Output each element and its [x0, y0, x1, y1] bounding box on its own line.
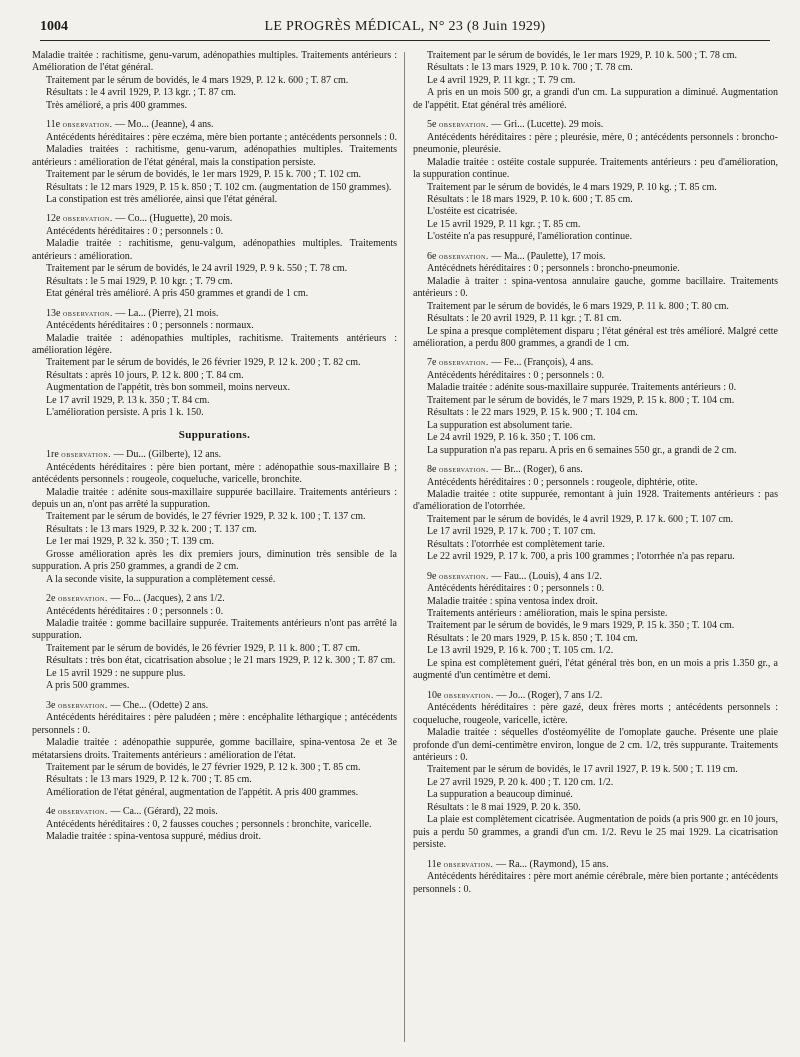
- paragraph: Résultats : le 22 mars 1929, P. 15 k. 900 ; T. 104 cm.: [427, 407, 638, 419]
- paragraph: Résultats : après 10 jours, P. 12 k. 800 ; T. 84 cm.: [46, 369, 244, 381]
- paragraph: Le 15 avril 1929 : ne suppure plus.: [46, 667, 186, 679]
- observation-heading: 11e observation. — Ra... (Raymond), 15 ans.: [427, 858, 609, 870]
- paragraph: Le 17 avril 1929, P. 17 k. 700 ; T. 107 cm.: [427, 526, 596, 538]
- paragraph: A la seconde visite, la suppuration a complètement cessé.: [46, 573, 276, 585]
- paragraph: Le 24 avril 1929, P. 16 k. 350 ; T. 106 cm.: [427, 432, 596, 444]
- paragraph: Antécédents héréditaires : père paludéen ; mère : encéphalite léthargique ; antécédents personnels : 0.: [32, 712, 397, 736]
- paragraph: Traitement par le sérum de bovidés, le 1er mars 1929, P. 10 k. 500 ; T. 78 cm.: [427, 50, 738, 61]
- paragraph: Maladie traitée : séquelles d'ostéomyélite de l'omoplate gauche. Présente une plaie profonde d'un demi-centimètre environ, longue de 2 cm. 1/2, très suppurante. Traitements antérieurs : 0.: [413, 727, 778, 764]
- paragraph: Le 17 avril 1929, P. 13 k. 350 ; T. 84 cm.: [46, 394, 210, 406]
- paragraph: Antécédents héréditaires : père ; pleurésie, mère, 0 ; antécédents personnels : broncho-pneumonie, pleurésie.: [413, 131, 778, 156]
- paragraph: Maladie traitée : spina ventosa index droit.: [427, 595, 598, 607]
- observation-heading: 10e observation. — Jo... (Roger), 7 ans 1/2.: [427, 689, 603, 701]
- paragraph: Traitement par le sérum de bovidés, le 4 avril 1929, P. 17 k. 600 ; T. 107 cm.: [427, 513, 734, 525]
- paragraph: Résultats : le 18 mars 1929, P. 10 k. 600 ; T. 85 cm.: [427, 193, 633, 205]
- page-number: 1004: [40, 19, 68, 34]
- paragraph: Maladie traitée : rachitisme, genu-varum, adénopathies multiples. Traitements antérieurs : Amélioration de l'état général.: [32, 50, 397, 74]
- paragraph: Résultats : le 20 mars 1929, P. 15 k. 850 ; T. 104 cm.: [427, 632, 638, 644]
- paragraph: Traitement par le sérum de bovidés, le 1er mars 1929, P. 15 k. 700 ; T. 102 cm.: [46, 169, 362, 181]
- paragraph: Traitement par le sérum de bovidés, le 6 mars 1929, P. 11 k. 800 ; T. 80 cm.: [427, 300, 729, 312]
- paragraph: Maladie traitée : adénite sous-maxillaire suppurée. Traitements antérieurs : 0.: [427, 382, 737, 394]
- paragraph: Antécédents héréditaires : 0 ; personnels : 0.: [46, 225, 224, 237]
- paragraph: Résultats : le 13 mars 1929, P. 32 k. 200 ; T. 137 cm.: [46, 523, 257, 535]
- observation-heading: 11e observation. — Mo... (Jeanne), 4 ans.: [46, 119, 214, 131]
- paragraph: Le 4 avril 1929, P. 11 kgr. ; T. 79 cm.: [427, 74, 576, 86]
- observation-heading: 2e observation. — Fo... (Jacques), 2 ans 1/2.: [46, 593, 225, 605]
- paragraph: Antécédents héréditaires : père eczéma, mère bien portante ; antécédents personnels : 0.: [46, 131, 397, 143]
- paragraph: Traitement par le sérum de bovidés, le 4 mars 1929, P. 12 k. 600 ; T. 87 cm.: [46, 74, 349, 86]
- paragraph: Antécédnets héréditaires : 0 ; personnels : broncho-pneumonie.: [427, 263, 680, 275]
- column-divider: [404, 52, 405, 1042]
- paragraph: Traitement par le sérum de bovidés, le 9 mars 1929, P. 15 k. 350 ; T. 104 cm.: [427, 620, 735, 632]
- paragraph: Le 22 avril 1929, P. 17 k. 700, a pris 100 grammes ; l'otorrhée n'a pas reparu.: [427, 551, 735, 563]
- paragraph: Traitement par le sérum de bovidés, le 26 février 1929, P. 12 k. 200 ; T. 82 cm.: [46, 357, 361, 369]
- paragraph: Antécédents héréditaires : 0 ; personnels : 0.: [427, 369, 605, 381]
- paragraph: Résultats : l'otorrhée est complètement tarie.: [427, 538, 605, 550]
- paragraph: Maladie traitée : gomme bacillaire suppurée. Traitements antérieurs n'ont pas arrêté la suppuration.: [32, 618, 397, 642]
- paragraph: L'amélioration persiste. A pris 1 k. 150.: [46, 407, 204, 419]
- paragraph: Amélioration de l'état général, augmentation de l'appétit. A pris 400 grammes.: [46, 786, 359, 798]
- paragraph: Antécédents héréditaires : père mort anémie cérébrale, mère bien portante ; antécédents personnels : 0.: [413, 871, 778, 895]
- paragraph: Grosse amélioration après les dix premiers jours, diminution très sensible de la suppuration. A pris 250 grammes, a grandi de 2 cm.: [32, 548, 397, 573]
- observation-heading: 6e observation. — Ma... (Paulette), 17 mois.: [427, 250, 606, 262]
- paragraph: A pris 500 grammes.: [46, 680, 130, 692]
- observation-heading: 7e observation. — Fe... (François), 4 ans.: [427, 357, 594, 369]
- paragraph: Augmentation de l'appétit, très bon sommeil, moins nerveux.: [46, 382, 290, 394]
- paragraph: Antécédents héréditaires : père gazé, deux frères morts ; antécédents personnels : coqueluche, rougeole, varicelle, ictère.: [413, 702, 778, 726]
- paragraph: Antécédents héréditaires : 0 ; personnels : normaux.: [46, 320, 254, 332]
- paragraph: La suppuration est absolument tarie.: [427, 419, 573, 431]
- paragraph: Maladie traitée : ostéite costale suppurée. Traitements antérieurs : peu d'amélioration, la suppuration continue.: [413, 156, 778, 181]
- paragraph: L'ostéite n'a pas resuppuré, l'amélioration continue.: [427, 231, 633, 243]
- paragraph: Traitement par le sérum de bovidés, le 7 mars 1929, P. 15 k. 800 ; T. 104 cm.: [427, 394, 735, 406]
- paragraph: Traitement par le sérum de bovidés, le 17 avril 1927, P. 19 k. 500 ; T. 119 cm.: [427, 764, 738, 776]
- paragraph: L'ostéite est cicatrisée.: [427, 206, 518, 218]
- paragraph: Traitement par le sérum de bovidés, le 26 février 1929, P. 11 k. 800 ; T. 87 cm.: [46, 642, 361, 654]
- paragraph: Maladie traitée : rachitisme, genu-valgum, adénopathies multiples. Traitements antérieurs : amélioration.: [32, 238, 397, 262]
- running-title: LE PROGRÈS MÉDICAL, N° 23 (8 Juin 1929): [264, 19, 546, 34]
- section-heading: Suppurations.: [178, 428, 251, 441]
- paragraph: Antécédents héréditaires : père bien portant, mère : adénopathie sous-maxillaire B ; antécédents personnels : rougeole, coqueluche, varicelle, bronchite.: [32, 461, 397, 486]
- paragraph: Le 13 avril 1929, P. 16 k. 700 ; T. 105 cm. 1/2.: [427, 645, 614, 657]
- paragraph: Maladies traitées : rachitisme, genu-varum, adénopathies multiples. Traitements antérieurs : amélioration de l'état général, mais la constipation persiste.: [32, 144, 397, 168]
- paragraph: La suppuration n'a pas reparu. A pris en 6 semaines 550 gr., a grandi de 2 cm.: [427, 444, 737, 456]
- paragraph: Traitements antérieurs : amélioration, mais le spina persiste.: [427, 608, 668, 620]
- paragraph: Résultats : le 12 mars 1929, P. 15 k. 850 ; T. 102 cm. (augmentation de 150 grammes).: [46, 181, 392, 193]
- paragraph: Traitement par le sérum de bovidés, le 4 mars 1929, P. 10 kg. ; T. 85 cm.: [427, 181, 717, 193]
- paragraph: Le spina est complètement guéri, l'état général très bon, en un mois a pris 1.350 gr., a augmenté d'un centimètre et demi.: [413, 657, 778, 682]
- observation-heading: 5e observation. — Gri... (Lucette). 29 mois.: [427, 119, 604, 131]
- paragraph: Résultats : très bon état, cicatrisation absolue ; le 21 mars 1929, P. 12 k. 300 ; T. 87 cm.: [46, 655, 396, 667]
- observation-heading: 9e observation. — Fau... (Louis), 4 ans 1/2.: [427, 570, 602, 582]
- paragraph: Le 27 avril 1929, P. 20 k. 400 ; T. 120 cm. 1/2.: [427, 776, 614, 788]
- paragraph: La suppuration a beaucoup diminué.: [427, 789, 573, 801]
- paragraph: Résultats : le 13 mars 1929, P. 10 k. 700 ; T. 78 cm.: [427, 62, 633, 74]
- paragraph: La constipation est très améliorée, ainsi que l'état général.: [46, 193, 278, 205]
- paragraph: Le spina a presque complètement disparu ; l'état général est très amélioré. Malgré cette amélioration, a perdu 800 grammes, a grandi de 1 cm.: [413, 325, 778, 349]
- observation-heading: 13e observation. — La... (Pierre), 21 mois.: [46, 307, 219, 319]
- paragraph: Maladie traitée : adénopathies multiples, rachitisme. Traitements antérieurs : amélioration légère.: [32, 332, 397, 356]
- paragraph: Antécédents héréditaires : 0 ; personnels : 0.: [427, 583, 605, 595]
- observation-heading: 1re observation. — Du... (Gilberte), 12 ans.: [46, 449, 222, 461]
- paragraph: Résultats : le 20 avril 1929, P. 11 kgr. ; T. 81 cm.: [427, 313, 622, 325]
- paragraph: Traitement par le sérum de bovidés, le 24 avril 1929, P. 9 k. 550 ; T. 78 cm.: [46, 263, 348, 275]
- paragraph: Maladie traitée : adénopathie suppurée, gomme bacillaire, spina-ventosa 2e et 3e métatarsiens droits. Traitements antérieurs : amélioration de l'état.: [32, 737, 397, 761]
- left-column: [32, 50, 397, 844]
- paragraph: Le 1er mai 1929, P. 32 k. 350 ; T. 139 cm.: [46, 536, 214, 548]
- paragraph: Antécédents héréditaires : 0, 2 fausses couches ; personnels : bronchite, varicelle.: [46, 818, 372, 830]
- observation-heading: 8e observation. — Br... (Roger), 6 ans.: [427, 464, 583, 476]
- page-header: [40, 18, 770, 41]
- paragraph: Maladie traitée : otite suppurée, remontant à juin 1928. Traitements antérieurs : pas d'amélioration de l'otorrhée.: [413, 488, 778, 513]
- observation-heading: 12e observation. — Co... (Huguette), 20 mois.: [46, 213, 233, 225]
- paragraph: Très amélioré, a pris 400 grammes.: [46, 99, 187, 111]
- paragraph: Résultats : le 4 avril 1929, P. 13 kgr. ; T. 87 cm.: [46, 87, 236, 99]
- paragraph: Antécédents héréditaires : 0 ; personnels : rougeole, diphtérie, otite.: [427, 476, 698, 488]
- paragraph: Résultats : le 8 mai 1929, P. 20 k. 350.: [427, 801, 581, 813]
- paragraph: Traitement par le sérum de bovidés, le 27 février 1929, P. 12 k. 300 ; T. 85 cm.: [46, 762, 361, 774]
- paragraph: Antécédents héréditaires : 0 ; personnels : 0.: [46, 605, 224, 617]
- right-column: [413, 50, 778, 896]
- observation-heading: 3e observation. — Che... (Odette) 2 ans.: [46, 699, 209, 711]
- paragraph: A pris en un mois 500 gr, a grandi d'un cm. La suppuration a diminué. Augmentation de l'appétit. Etat général très amélioré.: [413, 87, 778, 111]
- paragraph: Maladie à traiter : spina-ventosa annulaire gauche, gomme bacillaire. Traitements antérieurs : 0.: [413, 275, 778, 300]
- paragraph: Maladie traitée : adénite sous-maxillaire suppurée bacillaire. Traitements antérieurs : depuis un an, n'ont pas arrêté la suppuration.: [32, 486, 397, 510]
- paragraph: Résultats : le 5 mai 1929, P. 10 kgr. ; T. 79 cm.: [46, 275, 233, 287]
- paragraph: Le 15 avril 1929, P. 11 kgr. ; T. 85 cm.: [427, 218, 581, 230]
- paragraph: Maladie traitée : spina-ventosa suppuré, médius droit.: [46, 831, 261, 843]
- paragraph: Etat général très amélioré. A pris 450 grammes et grandi de 1 cm.: [46, 288, 309, 300]
- paragraph: La plaie est complètement cicatrisée. Augmentation de poids (a pris 900 gr. en 10 jours, puis a perdu 50 grammes, a grandi d'un cm. 1/2. Revu le 25 mai 1929. La cicatrisation persiste.: [413, 814, 778, 851]
- observation-heading: 4e observation. — Ca... (Gérard), 22 mois.: [46, 806, 218, 818]
- paragraph: Résultats : le 13 mars 1929, P. 12 k. 700 ; T. 85 cm.: [46, 774, 252, 786]
- paragraph: Traitement par le sérum de bovidés, le 27 février 1929, P. 32 k. 100 ; T. 137 cm.: [46, 511, 366, 523]
